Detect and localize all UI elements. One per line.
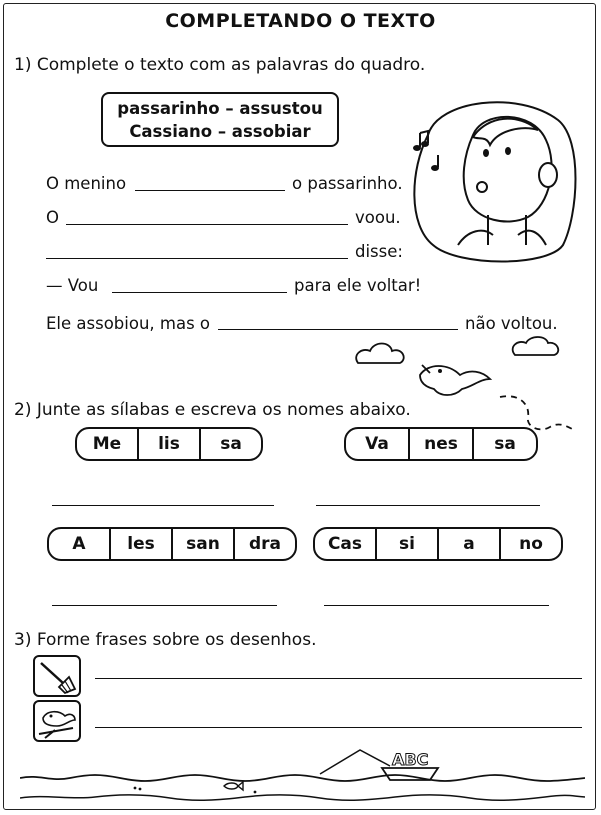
q1-line-5-end: não voltou. — [465, 314, 558, 333]
syllables-name-4 — [313, 527, 563, 561]
bird-icon — [35, 702, 79, 740]
boat-letters: ABC — [392, 750, 429, 769]
q1-line-4-end: para ele voltar! — [294, 276, 422, 295]
question-3-prompt: 3) Forme frases sobre os desenhos. — [14, 630, 317, 650]
question-1-prompt: 1) Complete o texto com as palavras do quadro. — [14, 55, 426, 75]
syllable: sa — [472, 429, 536, 459]
q2-answer-line-1[interactable] — [52, 505, 274, 506]
syllable: Cas — [327, 534, 363, 554]
syllable: les — [109, 529, 171, 559]
syllables-name-3 — [47, 527, 297, 561]
word-box — [101, 92, 339, 147]
q1-blank-1[interactable] — [135, 190, 285, 191]
q2-answer-line-2[interactable] — [316, 505, 540, 506]
cloud-icon — [356, 344, 404, 364]
syllable: nes — [408, 429, 472, 459]
cloud-icon — [513, 337, 559, 355]
syllable: Va — [365, 434, 389, 454]
q1-line-2-end: voou. — [355, 208, 401, 227]
broom-icon — [35, 657, 79, 695]
q2-answer-line-3[interactable] — [52, 605, 277, 606]
syllable: a — [437, 529, 499, 559]
syllable: A — [72, 534, 86, 554]
q3-answer-line-2[interactable] — [95, 727, 582, 728]
q1-line-2-start: O — [46, 208, 59, 227]
syllable: si — [375, 529, 437, 559]
word-box-line-2: Cassiano – assobiar — [129, 122, 311, 141]
q2-answer-line-4[interactable] — [324, 605, 549, 606]
bird-picture — [33, 700, 81, 742]
word-box-line-1: passarinho – assustou — [117, 99, 323, 118]
q1-blank-4[interactable] — [112, 292, 287, 293]
boy-whistling-illustration — [398, 95, 578, 270]
question-2-prompt: 2) Junte as sílabas e escreva os nomes abaixo. — [14, 400, 411, 420]
q1-blank-5[interactable] — [218, 329, 458, 330]
syllables-name-1 — [75, 427, 263, 461]
syllable: Me — [92, 434, 122, 454]
broom-picture — [33, 655, 81, 697]
syllable: no — [499, 529, 561, 559]
syllable: sa — [199, 429, 261, 459]
fish-icon — [224, 782, 243, 790]
syllables-name-2 — [344, 427, 538, 461]
syllable: dra — [233, 529, 295, 559]
syllable: lis — [137, 429, 199, 459]
bird-icon — [420, 365, 490, 395]
page-title: COMPLETANDO O TEXTO — [165, 10, 436, 32]
q1-line-3-end: disse: — [355, 242, 403, 261]
q1-line-4-start: — Vou — [46, 276, 99, 295]
q1-blank-2[interactable] — [66, 224, 348, 225]
clouds-and-bird-decoration — [350, 335, 590, 440]
q3-answer-line-1[interactable] — [95, 678, 582, 679]
syllable: san — [171, 529, 233, 559]
q1-line-1-end: o passarinho. — [292, 174, 403, 193]
q1-blank-3[interactable] — [46, 258, 348, 259]
water-and-boat-decoration — [20, 740, 585, 802]
q1-line-1-start: O menino — [46, 174, 127, 193]
q1-line-5-start: Ele assobiou, mas o — [46, 314, 211, 333]
